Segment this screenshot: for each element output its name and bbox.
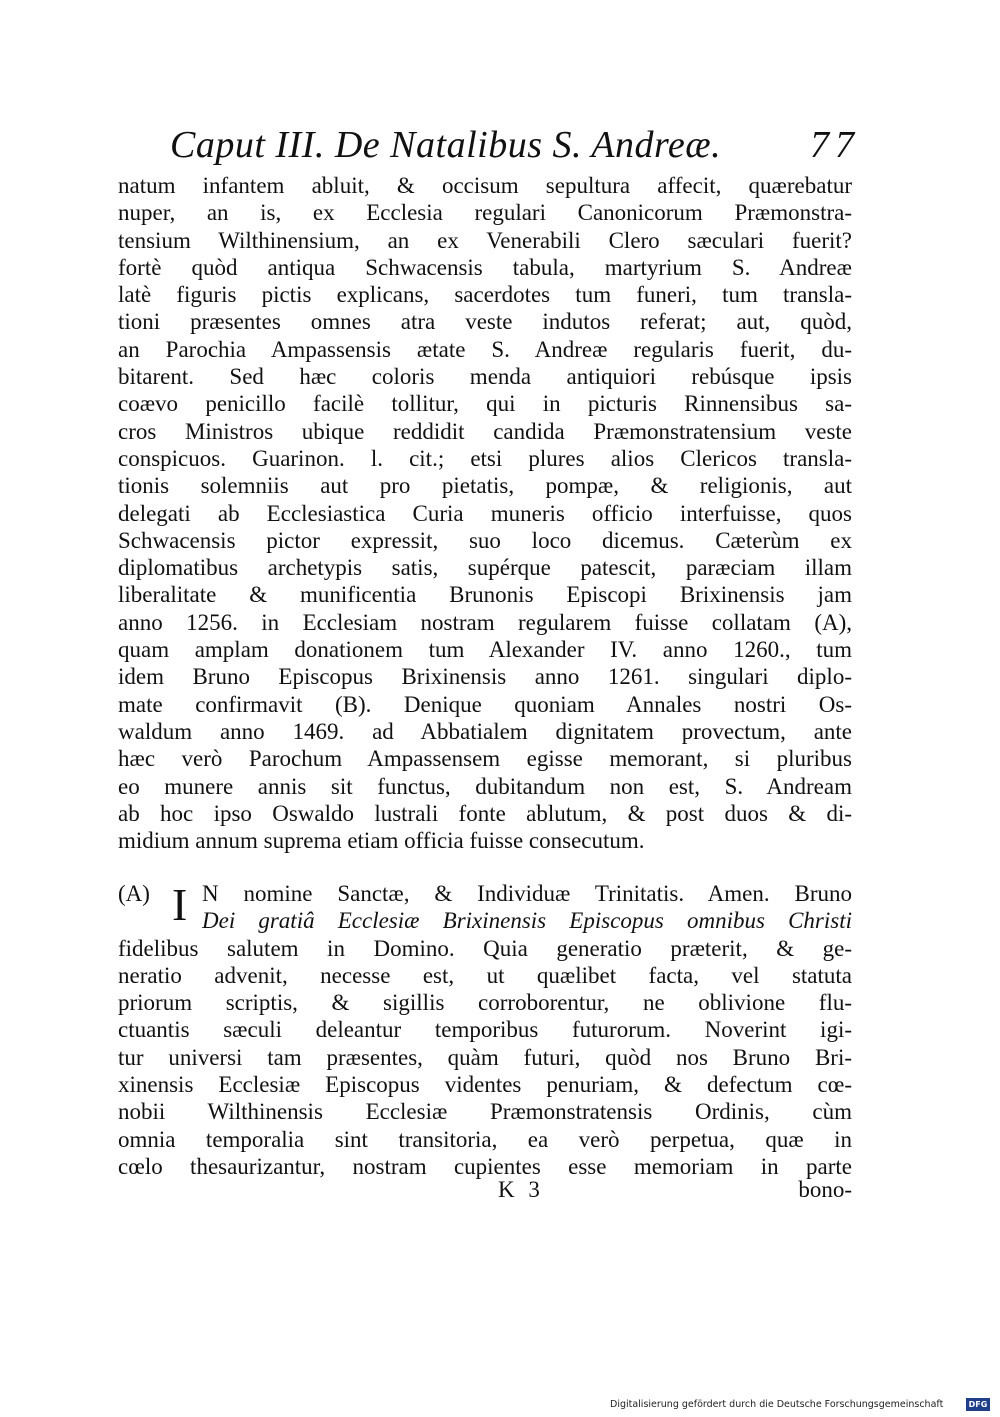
text-line: waldum anno 1469. ad Abbatialem dignitatem provectum, ante xyxy=(118,718,852,744)
footnote-line: ctuantis sæculi deleantur temporibus futurorum. Noverint igi- xyxy=(118,1017,852,1043)
text-line: tionis solemniis aut pro pietatis, pompæ, & religionis, aut xyxy=(118,473,852,499)
text-line: diplomatibus archetypis satis, supérque patescit, paræciam illam xyxy=(118,555,852,581)
footnote-line: cœlo thesaurizantur, nostram cupientes esse memoriam in parte xyxy=(118,1153,852,1179)
main-text xyxy=(118,172,852,854)
text-line: bitarent. Sed hæc coloris menda antiquiori rebúsque ipsis xyxy=(118,364,852,390)
footnote-line: fidelibus salutem in Domino. Quia generatio præterit, & ge- xyxy=(118,935,852,961)
page-number: 77 xyxy=(810,124,860,166)
text-line: midium annum suprema etiam officia fuisse consecutum. xyxy=(118,828,645,854)
digitization-credit: Digitalisierung gefördert durch die Deutsche Forschungsgemeinschaft xyxy=(610,1399,944,1410)
footnote-second-line xyxy=(118,907,852,934)
text-line: tioni præsentes omnes atra veste indutos referat; aut, quòd, xyxy=(118,309,852,335)
text-line: delegati ab Ecclesiastica Curia muneris officio interfuisse, quos xyxy=(118,500,852,526)
footnote-line: xinensis Ecclesiæ Episcopus videntes penuriam, & defectum cœ- xyxy=(118,1072,852,1098)
footnote-line: omnia temporalia sint transitoria, ea verò perpetua, quæ in xyxy=(118,1126,852,1152)
footnote-line: N nomine Sanctæ, & Individuæ Trinitatis. Amen. Bruno xyxy=(202,881,852,906)
text-line: mate confirmavit (B). Denique quoniam Annales nostri Os- xyxy=(118,691,852,717)
text-line: eo munere annis sit functus, dubitandum non est, S. Andream xyxy=(118,773,852,799)
text-line: ab hoc ipso Oswaldo lustrali fonte ablutum, & post duos & di- xyxy=(118,800,852,826)
footnote-line: Dei gratiâ Ecclesiæ Brixinensis Episcopus omnibus Christi xyxy=(202,908,852,934)
footnote-line: priorum scriptis, & sigillis corroborentur, ne oblivione flu- xyxy=(118,990,852,1016)
running-header xyxy=(170,115,860,175)
chapter-title: Caput III. De Natalibus S. Andreæ. xyxy=(170,124,722,166)
text-line: idem Bruno Episcopus Brixinensis anno 1261. singulari diplo- xyxy=(118,664,852,690)
footnote-marker: (A) xyxy=(118,881,150,906)
footnote-line: nobii Wilthinensis Ecclesiæ Præmonstratensis Ordinis, cùm xyxy=(118,1099,852,1125)
dfg-logo: DFG xyxy=(966,1398,990,1411)
footnote-line: tur universi tam præsentes, quàm futuri, quòd nos Bruno Bri- xyxy=(118,1044,852,1070)
text-line: nuper, an is, ex Ecclesia regulari Canonicorum Præmonstra- xyxy=(118,200,852,226)
text-line: liberalitate & munificentia Brunonis Episcopi Brixinensis jam xyxy=(118,582,852,608)
page-footer xyxy=(118,1175,852,1205)
footnote-line: neratio advenit, necesse est, ut quælibet facta, vel statuta xyxy=(118,962,852,988)
text-line: natum infantem abluit, & occisum sepultura affecit, quærebatur xyxy=(118,173,852,198)
text-line: quam amplam donationem tum Alexander IV. anno 1260., tum xyxy=(118,637,852,663)
text-line: conspicuos. Guarinon. l. cit.; etsi plures alios Clericos transla- xyxy=(118,445,852,471)
signature-mark: K 3 xyxy=(498,1177,544,1202)
catchword: bono- xyxy=(798,1177,852,1202)
text-line: hæc verò Parochum Ampassensem egisse memorant, si pluribus xyxy=(118,746,852,772)
text-line: tensium Wilthinensium, an ex Venerabili Clero sæculari fuerit? xyxy=(118,227,852,253)
text-line: cros Ministros ubique reddidit candida Præmonstratensium veste xyxy=(118,418,852,444)
drop-cap: I xyxy=(172,879,188,930)
text-line: anno 1256. in Ecclesiam nostram regularem fuisse collatam (A), xyxy=(118,609,852,635)
text-line: coævo penicillo facilè tollitur, qui in picturis Rinnensibus sa- xyxy=(118,391,852,417)
text-line: an Parochia Ampassensis ætate S. Andreæ regularis fuerit, du- xyxy=(118,336,852,362)
footnote-a xyxy=(118,880,852,1180)
text-line: fortè quòd antiqua Schwacensis tabula, martyrium S. Andreæ xyxy=(118,254,852,280)
text-line: Schwacensis pictor expressit, suo loco dicemus. Cæterùm ex xyxy=(118,527,852,553)
text-line: latè figuris pictis explicans, sacerdotes tum funeri, tum transla- xyxy=(118,282,852,308)
